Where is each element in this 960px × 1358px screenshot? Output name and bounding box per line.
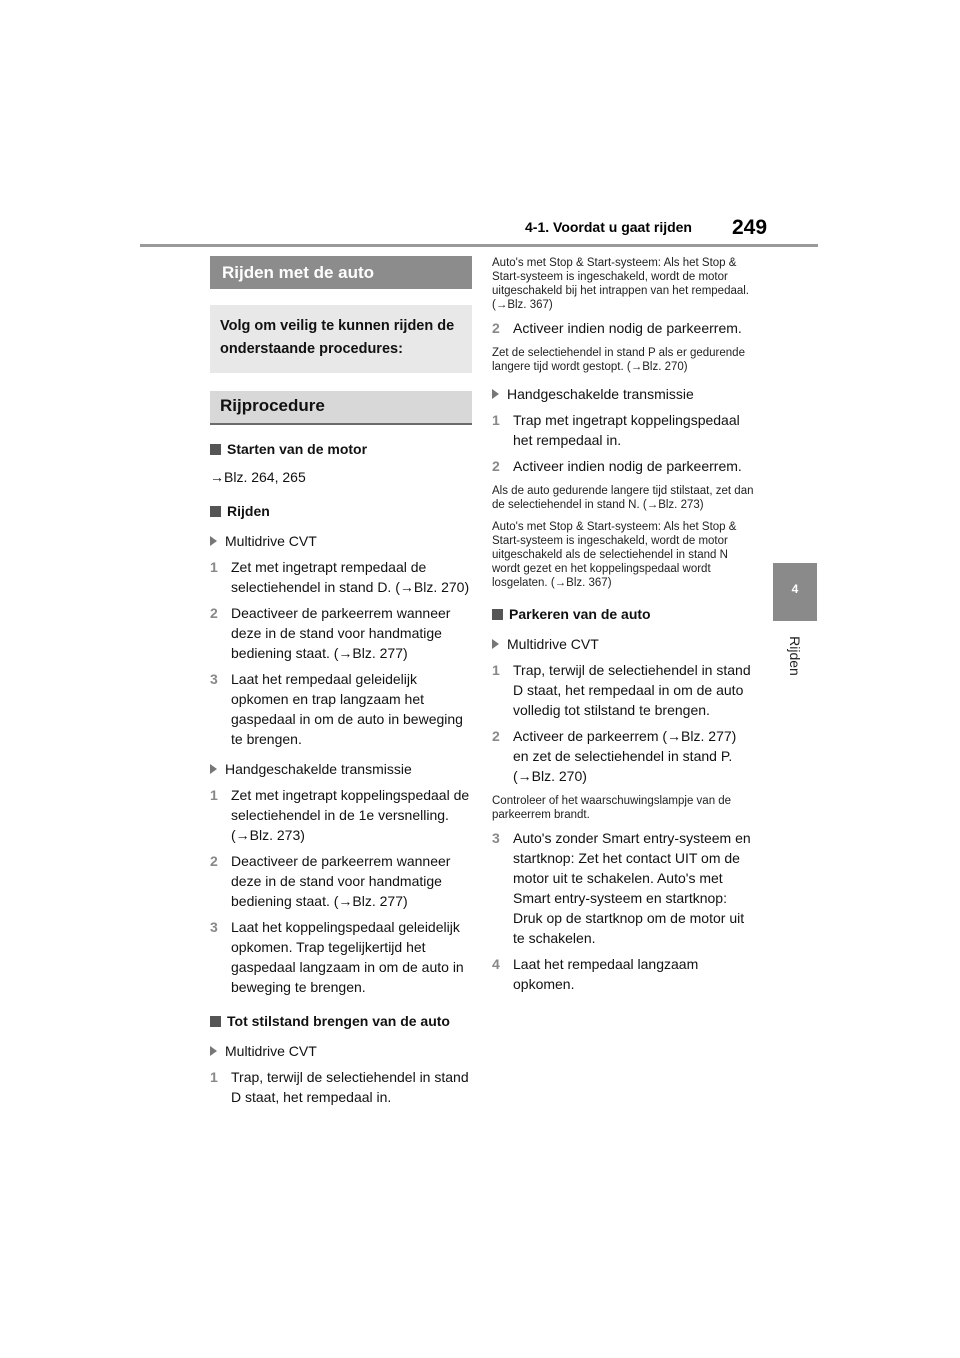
step-item: 1 Trap met ingetrapt koppelingspedaal het rempedaal in. (492, 412, 740, 448)
chapter-label-text: Rijden (787, 636, 803, 676)
header-rule (140, 244, 818, 247)
left-column (210, 256, 472, 1107)
step-item: 2 Activeer de parkeerrem (→Blz. 277) en zet de selectiehendel in stand P. (→Blz. 270) (492, 728, 737, 784)
chapter-number: 4 (791, 582, 799, 596)
heading-driving: Rijden (210, 501, 472, 521)
step-item: 2 Activeer indien nodig de parkeerrem. (492, 458, 742, 474)
subheading-cvt: Multidrive CVT (210, 531, 472, 551)
square-bullet-icon (210, 444, 221, 455)
heading-stopping: Tot stilstand brengen van de auto (210, 1011, 472, 1031)
step-item: 4 Laat het rempedaal langzaam opkomen. (492, 956, 699, 992)
step-item: 2 Activeer indien nodig de parkeerrem. (492, 320, 742, 336)
chapter-side-label (783, 628, 807, 688)
triangle-bullet-icon (210, 1046, 217, 1056)
triangle-bullet-icon (210, 536, 217, 546)
heading-start-engine: Starten van de motor (210, 439, 472, 459)
subheading-cvt: Multidrive CVT (492, 634, 754, 654)
step-item: 1 Trap, terwijl de selectiehendel in stand D staat, het rempedaal in. (210, 1069, 469, 1105)
note-text: Controleer of het waarschuwingslampje van de parkeerrem brandt. (492, 795, 732, 821)
step-item: 3 Laat het rempedaal geleidelijk opkomen en trap langzaam het gaspedaal in om de auto in beweging te brengen. (210, 671, 463, 747)
triangle-bullet-icon (492, 389, 499, 399)
step-item: 1 Zet met ingetrapt koppelingspedaal de selectiehendel in de 1e versnelling. (→Blz. 273) (210, 787, 470, 843)
step-item: 2 Deactiveer de parkeerrem wanneer deze in de stand voor handmatige bediening staat. (→Blz. 277) (210, 853, 451, 909)
page-number: 249 (732, 216, 768, 239)
square-bullet-icon (210, 1016, 221, 1027)
note-text: Zet de selectiehendel in stand P als er gedurende langere tijd wordt gestopt. (→Blz. 270) (492, 347, 745, 373)
step-item: 2 Deactiveer de parkeerrem wanneer deze in de stand voor handmatige bediening staat. (→Blz. 277) (210, 605, 451, 661)
step-item: 3 Auto's zonder Smart entry-systeem en startknop: Zet het contact UIT om de motor uit te schakelen. Auto's met Smart entry-systeem en startknop: Druk op de startknop om de motor uit te schakelen. (492, 830, 751, 946)
note-text: Als de auto gedurende langere tijd stilstaat, zet dan de selectiehendel in stand N. (→Blz. 273) (492, 485, 754, 511)
square-bullet-icon (492, 609, 503, 620)
section-heading: 4-1. Voordat u gaat rijden (525, 219, 692, 235)
right-column (492, 256, 754, 994)
step-item: 1 Zet met ingetrapt rempedaal de selectiehendel in stand D. (→Blz. 270) (210, 559, 470, 595)
chapter-tab (773, 563, 817, 621)
step-item: 3 Laat het koppelingspedaal geleidelijk opkomen. Trap tegelijkertijd het gaspedaal langzaam in om de auto in beweging te brengen. (210, 919, 464, 995)
heading-parking: Parkeren van de auto (492, 604, 754, 624)
page-header (0, 0, 960, 250)
note-text: Auto's met Stop & Start-systeem: Als het Stop & Start-systeem is ingeschakeld, wordt de motor uitgeschakeld bij het intrappen van het rempedaal. (→Blz. 367) (492, 257, 750, 311)
intro-box: Volg om veilig te kunnen rijden de onderstaande procedures: (210, 305, 472, 373)
square-bullet-icon (210, 506, 221, 517)
triangle-bullet-icon (492, 639, 499, 649)
section-title: Rijprocedure (210, 391, 472, 425)
note-text: Auto's met Stop & Start-systeem: Als het Stop & Start-systeem is ingeschakeld, wordt de motor uitgeschakeld als de selectiehendel in stand N wordt gezet en het koppelingspedaal wordt losgelaten. (→Blz. 367) (492, 521, 737, 589)
subheading-cvt: Multidrive CVT (210, 1041, 472, 1061)
subheading-manual: Handgeschakelde transmissie (210, 759, 472, 779)
subheading-manual: Handgeschakelde transmissie (492, 384, 754, 404)
triangle-bullet-icon (210, 764, 217, 774)
chapter-title-band: Rijden met de auto (210, 256, 472, 289)
start-reference: →Blz. 264, 265 (210, 469, 306, 485)
step-item: 1 Trap, terwijl de selectiehendel in stand D staat, het rempedaal in om de auto volledig tot stilstand te brengen. (492, 662, 751, 718)
